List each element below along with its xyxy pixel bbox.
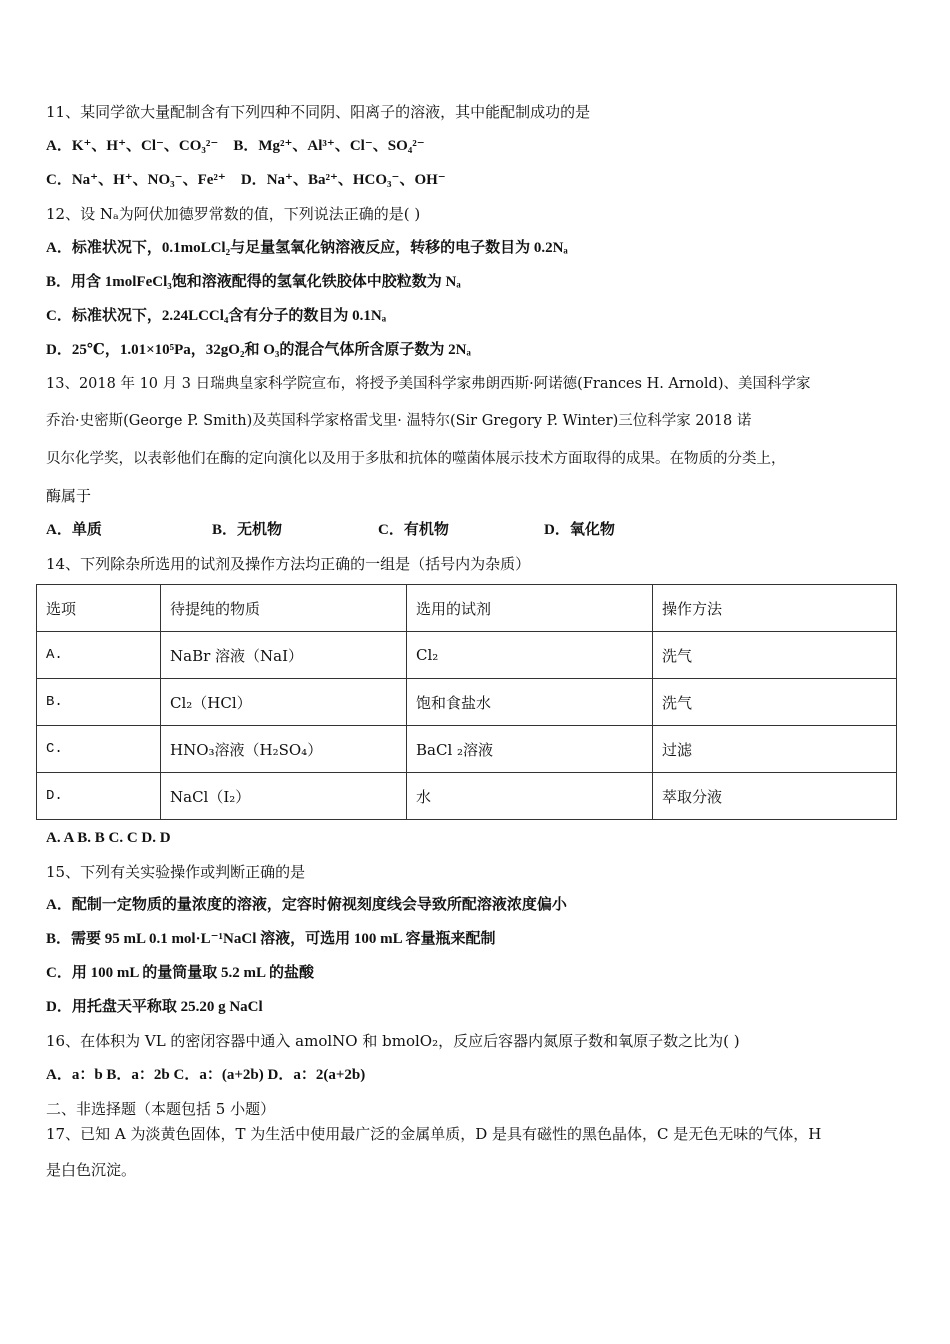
q15-option-d-text: 用托盘天平称取 25.20 g NaCl <box>71 999 263 1015</box>
q13-stem-line-1: 13、2018 年 10 月 3 日瑞典皇家科学院宣布，将授予美国科学家弗朗西斯·阿诺德(Frances H. Arnold)、美国科学家 <box>46 376 811 392</box>
q13-option-a-label: A． <box>46 522 72 538</box>
q17-stem-line-1: 17、已知 A 为淡黄色固体，T 为生活中使用最广泛的金属单质，D 是具有磁性的黑色晶体，C 是无色无味的气体，H <box>46 1125 822 1143</box>
q15-option-b-text: 需要 95 mL 0.1 mol·L⁻¹NaCl 溶液，可选用 100 mL 容量瓶来配制 <box>71 931 496 947</box>
q13-option-d <box>544 520 615 540</box>
q11-option-b-label: B． <box>233 138 259 154</box>
q11-option-a: K⁺、H⁺、Cl⁻、CO₃²⁻ <box>71 138 219 154</box>
q17-stem-line-2: 是白色沉淀。 <box>46 1161 137 1179</box>
q12-option-a <box>46 238 568 258</box>
q15-stem: 15、下列有关实验操作或判断正确的是 <box>46 863 306 881</box>
q15-option-d <box>46 997 263 1017</box>
q13-options <box>46 520 906 540</box>
q14-answers: A. A B. B C. C D. D <box>46 830 171 846</box>
table-cell: 萃取分液 <box>653 773 897 820</box>
q13-option-c <box>378 520 544 540</box>
q13-option-c-label: C． <box>378 522 404 538</box>
q13-option-d-label: D． <box>544 522 570 538</box>
q12-option-d-label: D． <box>46 342 72 358</box>
table-row <box>37 773 897 820</box>
q11-option-d: Na⁺、Ba²⁺、HCO₃⁻、OH⁻ <box>266 172 446 188</box>
q12-option-a-text: 标准状况下，0.1moLCl₂与足量氢氧化钠溶液反应，转移的电子数目为 0.2Nₐ <box>71 240 568 256</box>
q11-options-cd <box>46 170 446 190</box>
q12-option-b-text: 用含 1molFeCl₃饱和溶液配得的氢氧化铁胶体中胶粒数为 Nₐ <box>71 274 461 290</box>
q12-stem: 12、设 Nₐ为阿伏加德罗常数的值，下列说法正确的是( ) <box>46 205 421 223</box>
table-header-row <box>37 585 897 632</box>
table-cell: Cl₂（HCl） <box>161 679 407 726</box>
section-2-title: 二、非选择题（本题包括 5 小题） <box>46 1100 276 1118</box>
q12-option-d-text: 25℃，1.01×10⁵Pa，32gO₂和 O₃的混合气体所含原子数为 2Nₐ <box>71 342 471 358</box>
q11-option-b: Mg²⁺、Al³⁺、Cl⁻、SO₄²⁻ <box>258 138 425 154</box>
table-row <box>37 632 897 679</box>
q12-option-c-text: 标准状况下，2.24LCCl₄含有分子的数目为 0.1Nₐ <box>71 308 387 324</box>
table-cell: C. <box>37 726 161 773</box>
table-cell: 过滤 <box>653 726 897 773</box>
table-cell: D. <box>37 773 161 820</box>
table-header-cell: 选项 <box>37 585 161 632</box>
q13-option-b-label: B． <box>212 522 238 538</box>
q13-option-a <box>46 520 212 540</box>
q13-option-c-text: 有机物 <box>403 522 449 538</box>
q11-option-a-label: A． <box>46 138 72 154</box>
table-cell: BaCl ₂溶液 <box>407 726 653 773</box>
q14-table <box>36 584 897 820</box>
q15-option-b-label: B． <box>46 931 72 947</box>
q15-option-a <box>46 895 567 915</box>
q15-option-a-label: A． <box>46 897 72 913</box>
q13-stem-line-4: 酶属于 <box>46 487 92 505</box>
q15-option-b <box>46 929 496 949</box>
table-row <box>37 679 897 726</box>
q13-option-b <box>212 520 378 540</box>
q11-stem: 11、某同学欲大量配制含有下列四种不同阴、阳离子的溶液，其中能配制成功的是 <box>46 103 591 121</box>
table-cell: A. <box>37 632 161 679</box>
q13-option-b-text: 无机物 <box>237 522 283 538</box>
table-cell: 洗气 <box>653 632 897 679</box>
table-cell: 洗气 <box>653 679 897 726</box>
table-header-cell: 选用的试剂 <box>407 585 653 632</box>
q13-option-a-text: 单质 <box>71 522 102 538</box>
q12-option-c <box>46 306 386 326</box>
q11-option-d-label: D． <box>240 172 267 188</box>
q12-option-b-label: B． <box>46 274 72 290</box>
q15-option-c-text: 用 100 mL 的量筒量取 5.2 mL 的盐酸 <box>71 965 314 981</box>
q11-option-c-label: C． <box>46 172 72 188</box>
q13-stem-line-2: 乔治·史密斯(George P. Smith)及英国科学家格雷戈里· 温特尔(Sir Gregory P. Winter)三位科学家 2018 诺 <box>46 413 752 429</box>
q12-option-b <box>46 272 461 292</box>
table-cell: 水 <box>407 773 653 820</box>
q15-option-c <box>46 963 314 983</box>
q11-option-c: Na⁺、H⁺、NO₃⁻、Fe²⁺ <box>71 172 226 188</box>
q11-options-ab <box>46 136 425 156</box>
table-cell: 饱和食盐水 <box>407 679 653 726</box>
q14-stem: 14、下列除杂所选用的试剂及操作方法均正确的一组是（括号内为杂质） <box>46 555 531 573</box>
q12-option-a-label: A． <box>46 240 72 256</box>
table-row <box>37 726 897 773</box>
table-cell: Cl₂ <box>407 632 653 679</box>
table-header-cell: 待提纯的物质 <box>161 585 407 632</box>
q12-option-d <box>46 340 471 360</box>
q13-stem-line-3: 贝尔化学奖，以表彰他们在酶的定向演化以及用于多肽和抗体的噬菌体展示技术方面取得的成果。在物质的分类上， <box>46 451 786 467</box>
q12-option-c-label: C． <box>46 308 72 324</box>
q15-option-a-text: 配制一定物质的量浓度的溶液，定容时俯视刻度线会导致所配溶液浓度偏小 <box>71 897 567 913</box>
q15-option-c-label: C． <box>46 965 72 981</box>
table-cell: B. <box>37 679 161 726</box>
q16-stem: 16、在体积为 VL 的密闭容器中通入 amolNO 和 bmolO₂，反应后容器内氮原子数和氧原子数之比为( ) <box>46 1032 740 1050</box>
table-cell: HNO₃溶液（H₂SO₄） <box>161 726 407 773</box>
table-cell: NaBr 溶液（NaI） <box>161 632 407 679</box>
table-cell: NaCl（I₂） <box>161 773 407 820</box>
q16-answers: A．a：b B．a：2b C．a：(a+2b) D．a：2(a+2b) <box>46 1067 366 1083</box>
table-header-cell: 操作方法 <box>653 585 897 632</box>
q13-option-d-text: 氧化物 <box>569 522 615 538</box>
q15-option-d-label: D． <box>46 999 72 1015</box>
